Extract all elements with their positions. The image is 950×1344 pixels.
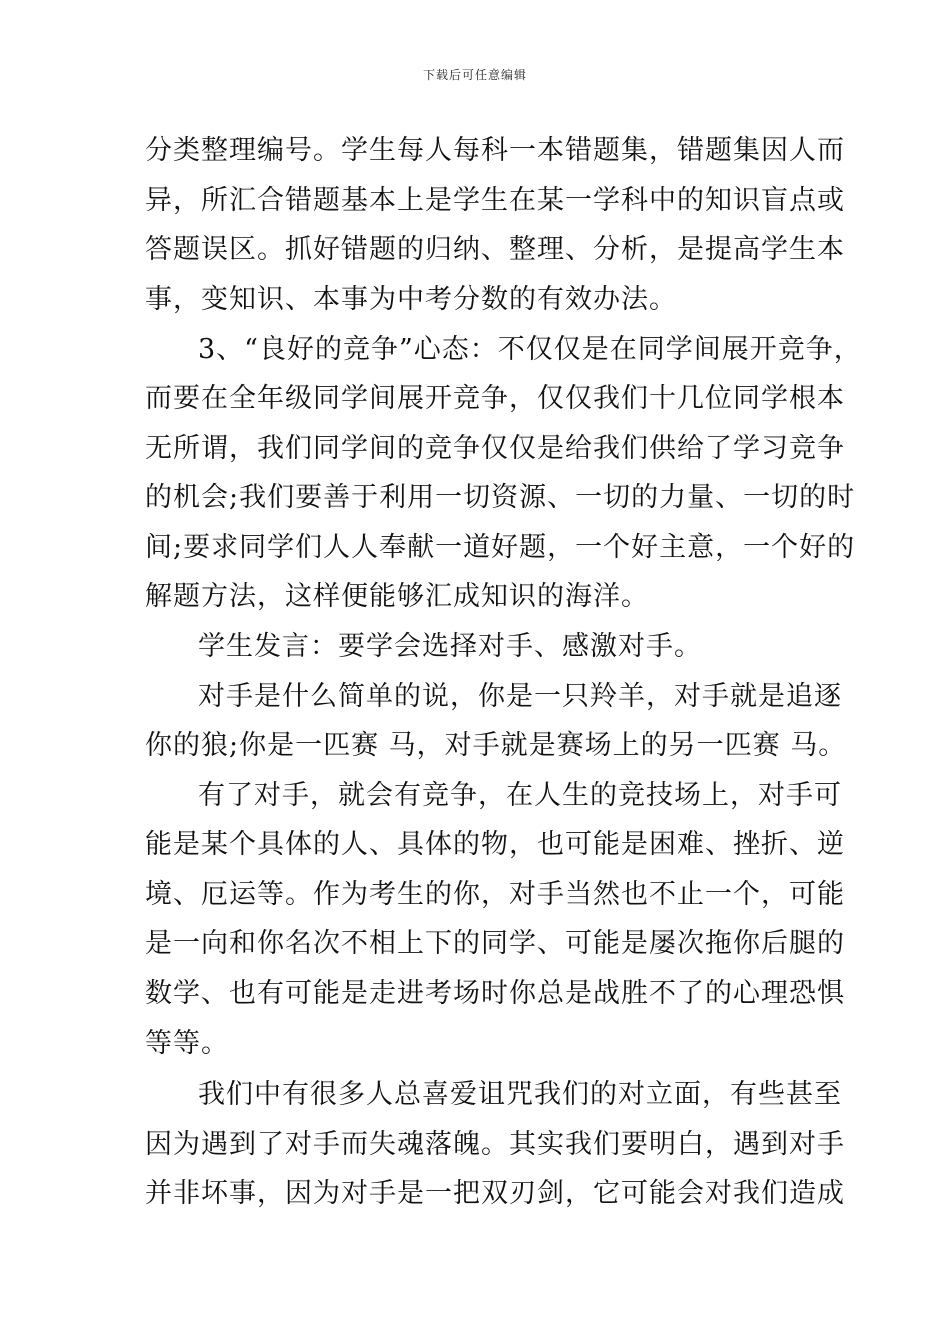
text-line: 数学、也有可能是走进考场时你总是战胜不了的心理恐惧: [145, 978, 845, 1009]
text-line: 间;要求同学们人人奉献一道好题，一个好主意，一个好的: [145, 532, 856, 563]
text-line: 无所谓，我们同学间的竞争仅仅是给我们供给了学习竞争: [145, 433, 845, 464]
text-line: 异，所汇合错题基本上是学生在某一学科中的知识盲点或: [145, 185, 845, 216]
text-line: 因为遇到了对手而失魂落魄。其实我们要明白，遇到对手: [145, 1129, 845, 1160]
text-line: 分类整理编号。学生每人每科一本错题集，错题集因人而: [145, 135, 845, 166]
page-header: 下载后可任意编辑: [422, 68, 527, 82]
text-line: 有了对手，就会有竞争，在人生的竞技场上，对手可: [198, 780, 842, 811]
text-line: 境、厄运等。作为考生的你，对手当然也不止一个，可能: [145, 879, 845, 910]
text-line: 事，变知识、本事为中考分数的有效办法。: [145, 284, 677, 315]
text-line: 解题方法，这样便能够汇成知识的海洋。: [145, 581, 649, 612]
text-line: 的机会;我们要善于利用一切资源、一切的力量、一切的时: [145, 482, 856, 513]
text-line: 答题误区。抓好错题的归纳、整理、分析，是提高学生本: [145, 234, 845, 265]
text-line: 你的狼;你是一匹赛 马，对手就是赛场上的另一匹赛 马。: [145, 730, 847, 761]
text-line: 能是某个具体的人、具体的物，也可能是困难、挫折、逆: [145, 829, 845, 860]
text-line: 等等。: [145, 1028, 229, 1059]
text-line: 是一向和你名次不相上下的同学、可能是屡次拖你后腿的: [145, 928, 845, 959]
text-line: 学生发言：要学会选择对手、感激对手。: [198, 631, 702, 662]
text-line: 对手是什么简单的说，你是一只羚羊，对手就是追逐: [198, 681, 842, 712]
text-line: 我们中有很多人总喜爱诅咒我们的对立面，有些甚至: [198, 1079, 842, 1110]
text-line: 并非坏事，因为对手是一把双刃剑，它可能会对我们造成: [145, 1178, 845, 1209]
text-line: 而要在全年级同学间展开竞争，仅仅我们十几位同学根本: [145, 383, 845, 414]
text-line: 3、“良好的竞争”心态：不仅仅是在同学间展开竞争，: [198, 334, 862, 365]
